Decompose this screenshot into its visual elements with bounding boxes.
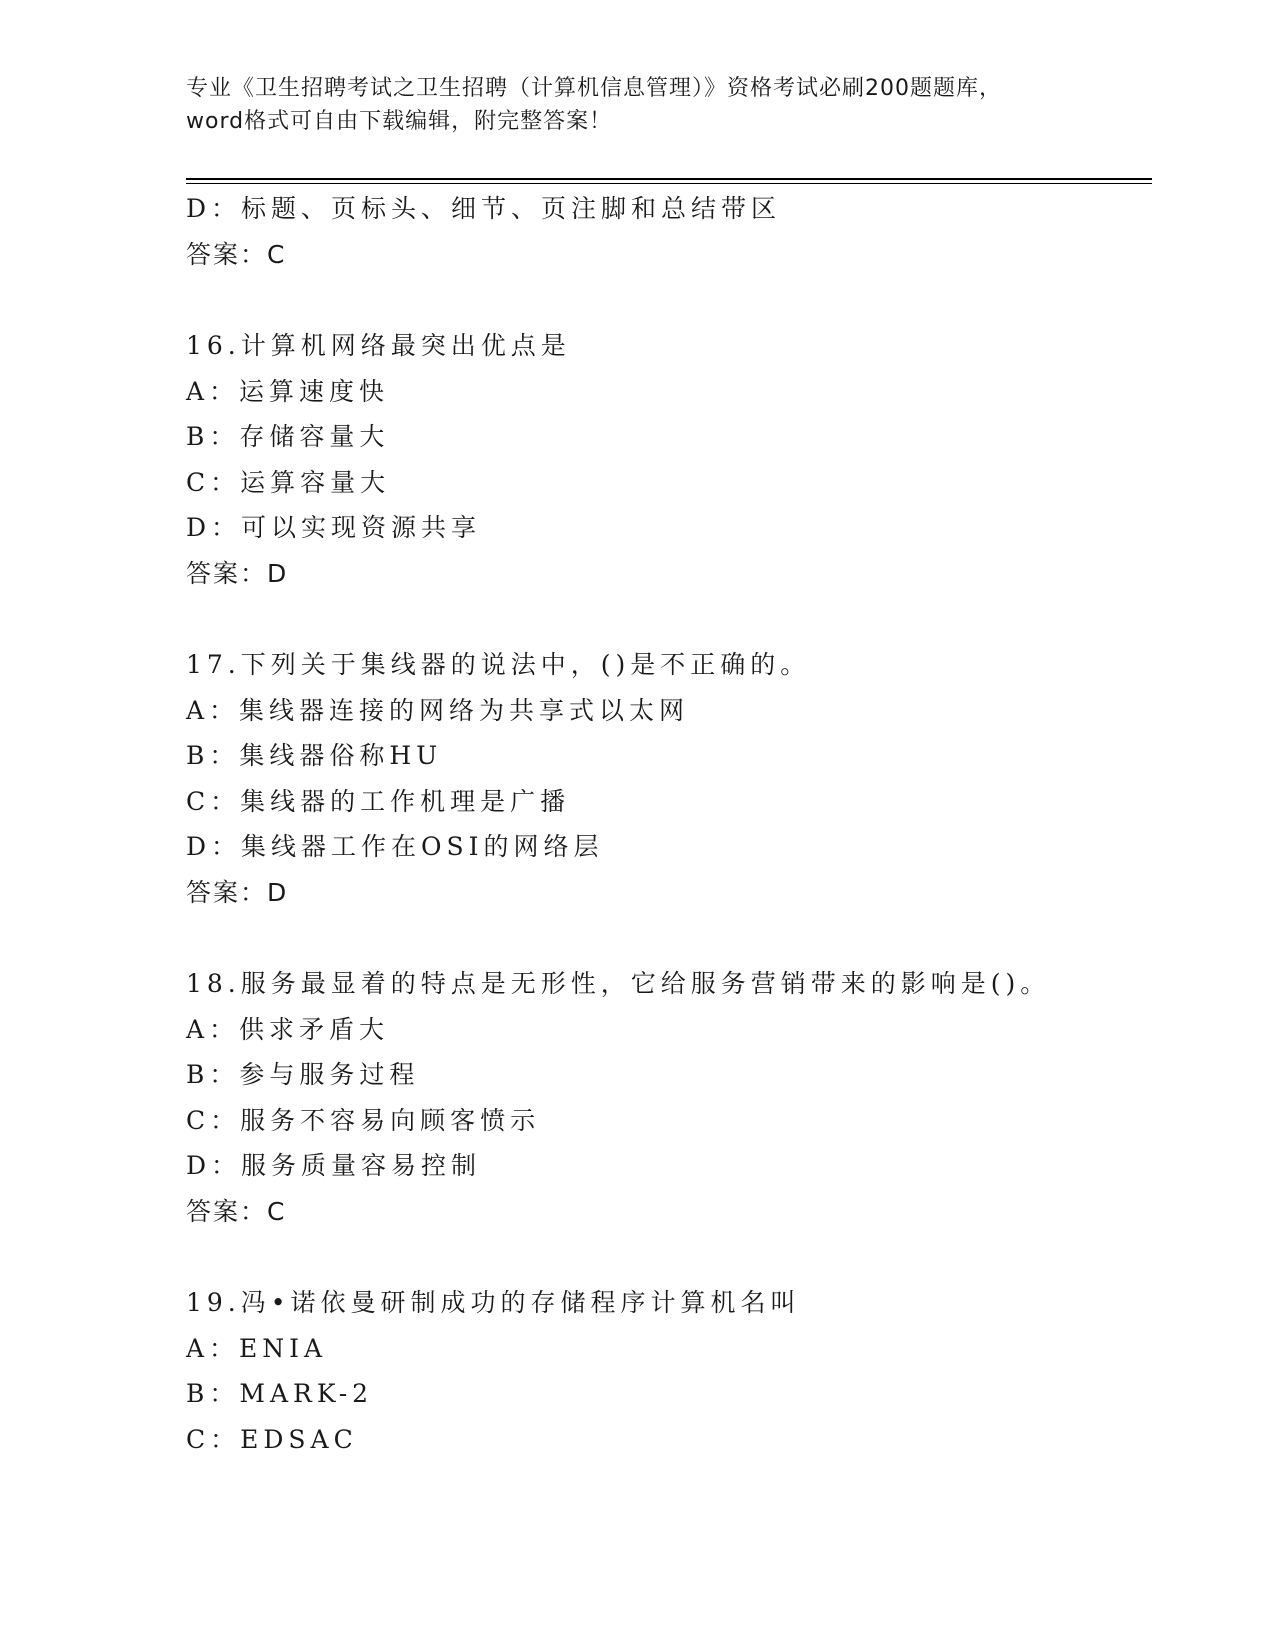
option-c: C：运算容量大 [186, 467, 391, 497]
header-divider-thick [186, 178, 1152, 180]
option-b: B：存储容量大 [186, 422, 390, 451]
option-c: C：EDSAC [186, 1424, 358, 1454]
question-stem: 19.冯•诺依曼研制成功的存储程序计算机名叫 [186, 1288, 801, 1317]
option-b: B：MARK-2 [186, 1379, 374, 1408]
option-a: A：供求矛盾大 [186, 1014, 390, 1044]
option-d: D：标题、页标头、细节、页注脚和总结带区 [186, 194, 782, 223]
spacer [186, 1234, 1136, 1280]
header-title-line-2: word格式可自由下载编辑，附完整答案！ [186, 109, 613, 134]
spacer [186, 596, 1136, 642]
option-c: C：集线器的工作机理是广播 [186, 786, 571, 816]
option-a: A：ENIA [186, 1333, 328, 1363]
question-stem: 18.服务最显着的特点是无形性，它给服务营销带来的影响是()。 [186, 969, 1051, 998]
answer: 答案：D [186, 558, 289, 588]
option-d: D：可以实现资源共享 [186, 513, 482, 542]
option-b: B：参与服务过程 [186, 1060, 420, 1089]
spacer [186, 915, 1136, 961]
question-stem: 17.下列关于集线器的说法中，()是不正确的。 [186, 650, 811, 679]
answer: 答案：D [186, 877, 289, 907]
spacer [186, 277, 1136, 323]
header-title-line-1: 专业《卫生招聘考试之卫生招聘（计算机信息管理）》资格考试必刷200题题库， [186, 76, 1002, 101]
option-d: D：集线器工作在OSI的网络层 [186, 832, 604, 861]
answer: 答案：C [186, 239, 287, 269]
option-a: A：运算速度快 [186, 376, 390, 406]
answer: 答案：C [186, 1196, 287, 1226]
option-c: C：服务不容易向顾客愤示 [186, 1105, 541, 1135]
option-d: D：服务质量容易控制 [186, 1151, 482, 1180]
document-body [186, 186, 1136, 1462]
option-b: B：集线器俗称HU [186, 741, 443, 770]
header-divider-thin [186, 183, 1152, 184]
document-header [186, 72, 1086, 138]
option-a: A：集线器连接的网络为共享式以太网 [186, 695, 690, 725]
question-stem: 16.计算机网络最突出优点是 [186, 331, 571, 360]
